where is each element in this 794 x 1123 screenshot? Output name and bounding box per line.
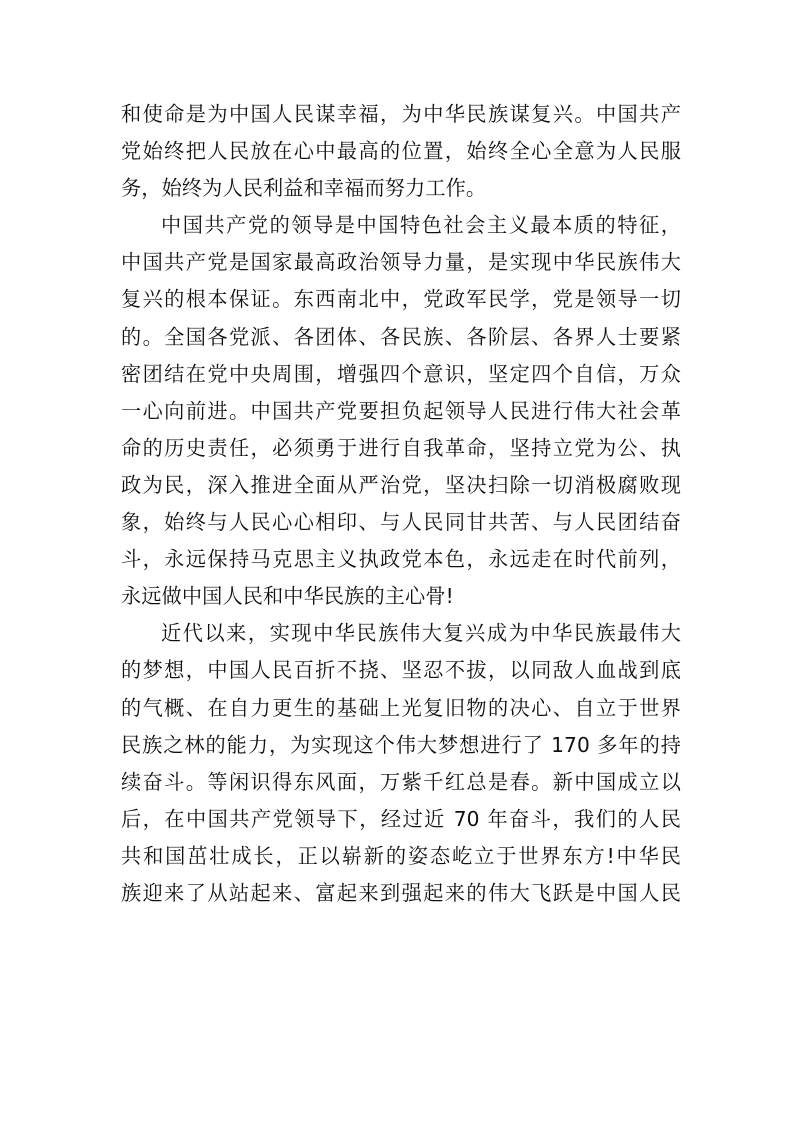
- text-line: 一心向前进。中国共产党要担负起领导人民进行伟大社会革: [121, 398, 681, 423]
- text-line: 中国共产党是国家最高政治领导力量，是实现中华民族伟大: [121, 250, 681, 275]
- text-line: 永远做中国人民和中华民族的主心骨!: [121, 584, 454, 609]
- text-line: 党始终把人民放在心中最高的位置，始终全心全意为人民服: [121, 139, 681, 164]
- text-line: 民族之林的能力，为实现这个伟大梦想进行了 170 多年的持: [121, 732, 681, 757]
- text-line: 命的历史责任，必须勇于进行自我革命，坚持立党为公、执: [121, 435, 681, 460]
- text-line: 密团结在党中央周围，增强四个意识，坚定四个自信，万众: [121, 361, 681, 386]
- text-line: 续奋斗。等闲识得东风面，万紫千红总是春。新中国成立以: [121, 769, 681, 794]
- text-line: 的。全国各党派、各团体、各民族、各阶层、各界人士要紧: [121, 324, 681, 349]
- text-line: 的气概、在自力更生的基础上光复旧物的决心、自立于世界: [121, 695, 681, 720]
- text-line: 斗，永远保持马克思主义执政党本色，永远走在时代前列，: [121, 547, 681, 572]
- text-line: 象，始终与人民心心相印、与人民同甘共苦、与人民团结奋: [121, 510, 681, 535]
- text-line: 的梦想，中国人民百折不挠、坚忍不拔，以同敌人血战到底: [121, 658, 681, 683]
- text-line: 和使命是为中国人民谋幸福，为中华民族谋复兴。中国共产: [121, 102, 681, 126]
- text-line: 共和国茁壮成长，正以崭新的姿态屹立于世界东方!中华民: [121, 843, 681, 868]
- text-line: 近代以来，实现中华民族伟大复兴成为中华民族最伟大: [161, 621, 681, 646]
- text-line: 复兴的根本保证。东西南北中，党政军民学，党是领导一切: [121, 287, 681, 312]
- body-text: [121, 96, 681, 912]
- text-line: 务，始终为人民利益和幸福而努力工作。: [121, 176, 487, 201]
- text-line: 后，在中国共产党领导下，经过近 70 年奋斗，我们的人民: [121, 806, 681, 831]
- text-line: 中国共产党的领导是中国特色社会主义最本质的特征，: [161, 213, 681, 238]
- text-line: 族迎来了从站起来、富起来到强起来的伟大飞跃是中国人民: [121, 880, 681, 905]
- text-line: 政为民，深入推进全面从严治党，坚决扫除一切消极腐败现: [121, 472, 681, 497]
